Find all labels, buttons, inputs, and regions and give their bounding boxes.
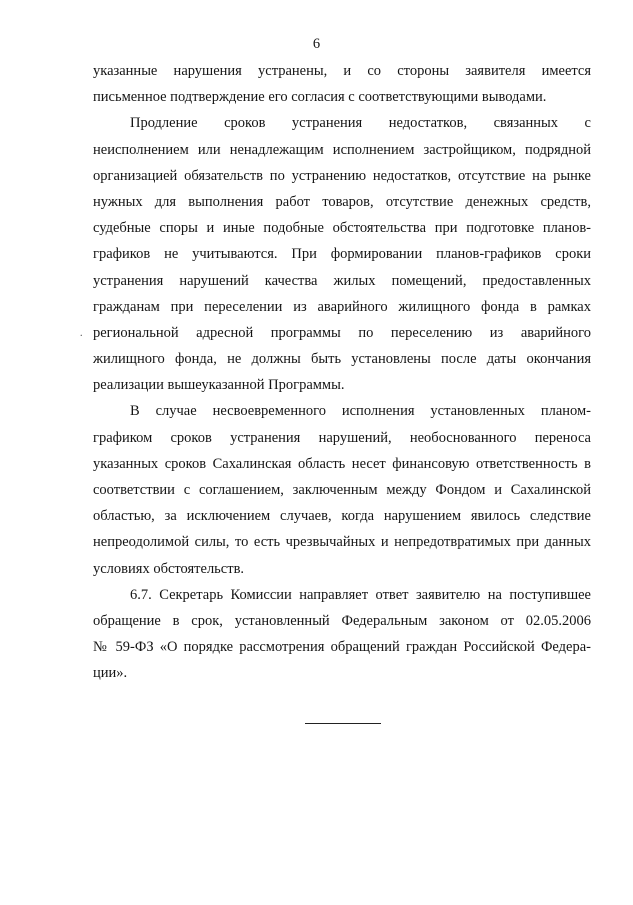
text-line: 6.7. Секретарь Комиссии направляет ответ заявителю на поступившее — [130, 586, 591, 603]
text-line: условиях обстоятельств. — [93, 560, 245, 577]
text-line: неисполнением или ненадлежащим исполнением застройщиком, подрядной — [93, 141, 591, 158]
text-line: Продление сроков устранения недостатков, связанных с — [130, 115, 591, 132]
text-line: соответствии с соглашением, заключенным между Фондом и Сахалинской — [93, 482, 591, 498]
end-of-text-rule — [305, 723, 381, 724]
page-number: 6 — [312, 36, 321, 52]
scan-mark: . — [77, 326, 84, 340]
text-line: указанных сроков Сахалинская область несет финансовую ответственность в — [93, 455, 591, 472]
text-line: графиков не учитываются. При формировании планов-графиков сроки — [93, 246, 591, 263]
text-line: устранения нарушений качества жилых помещений, предоставленных — [93, 272, 591, 289]
text-line: нужных для выполнения работ товаров, отсутствие денежных средств, — [93, 193, 591, 210]
text-line: организацией обязательств по устранению недостатков, отсутствие на рынке — [93, 167, 591, 184]
text-line: В случае несвоевременного исполнения установленных планом- — [130, 403, 591, 420]
text-line: ции». — [93, 665, 128, 682]
text-line: письменное подтверждение его согласия с соответствующими выводами. — [93, 89, 547, 106]
text-line: непреодолимой силы, то есть чрезвычайных и непредотвратимых при данных — [93, 534, 591, 551]
text-line: графиком сроков устранения нарушений, необоснованного переноса — [93, 429, 591, 446]
text-line: № 59-ФЗ «О порядке рассмотрения обращений граждан Российской Федера- — [93, 639, 591, 656]
text-line: судебные споры и иные подобные обстоятельства при подготовке планов- — [93, 220, 591, 237]
body-text — [93, 58, 591, 687]
text-line: областью, за исключением случаев, когда нарушением явилось следствие — [93, 508, 591, 525]
text-line: обращение в срок, установленный Федеральным законом от 02.05.2006 — [93, 612, 591, 629]
text-line: региональной адресной программы по переселению из аварийного — [93, 324, 591, 341]
text-line: реализации вышеуказанной Программы. — [93, 377, 345, 394]
text-line: указанные нарушения устранены, и со стороны заявителя имеется — [93, 63, 591, 79]
text-line: гражданам при переселении из аварийного жилищного фонда в рамках — [93, 298, 591, 315]
text-line: жилищного фонда, не должны быть установлены после даты окончания — [93, 351, 591, 368]
